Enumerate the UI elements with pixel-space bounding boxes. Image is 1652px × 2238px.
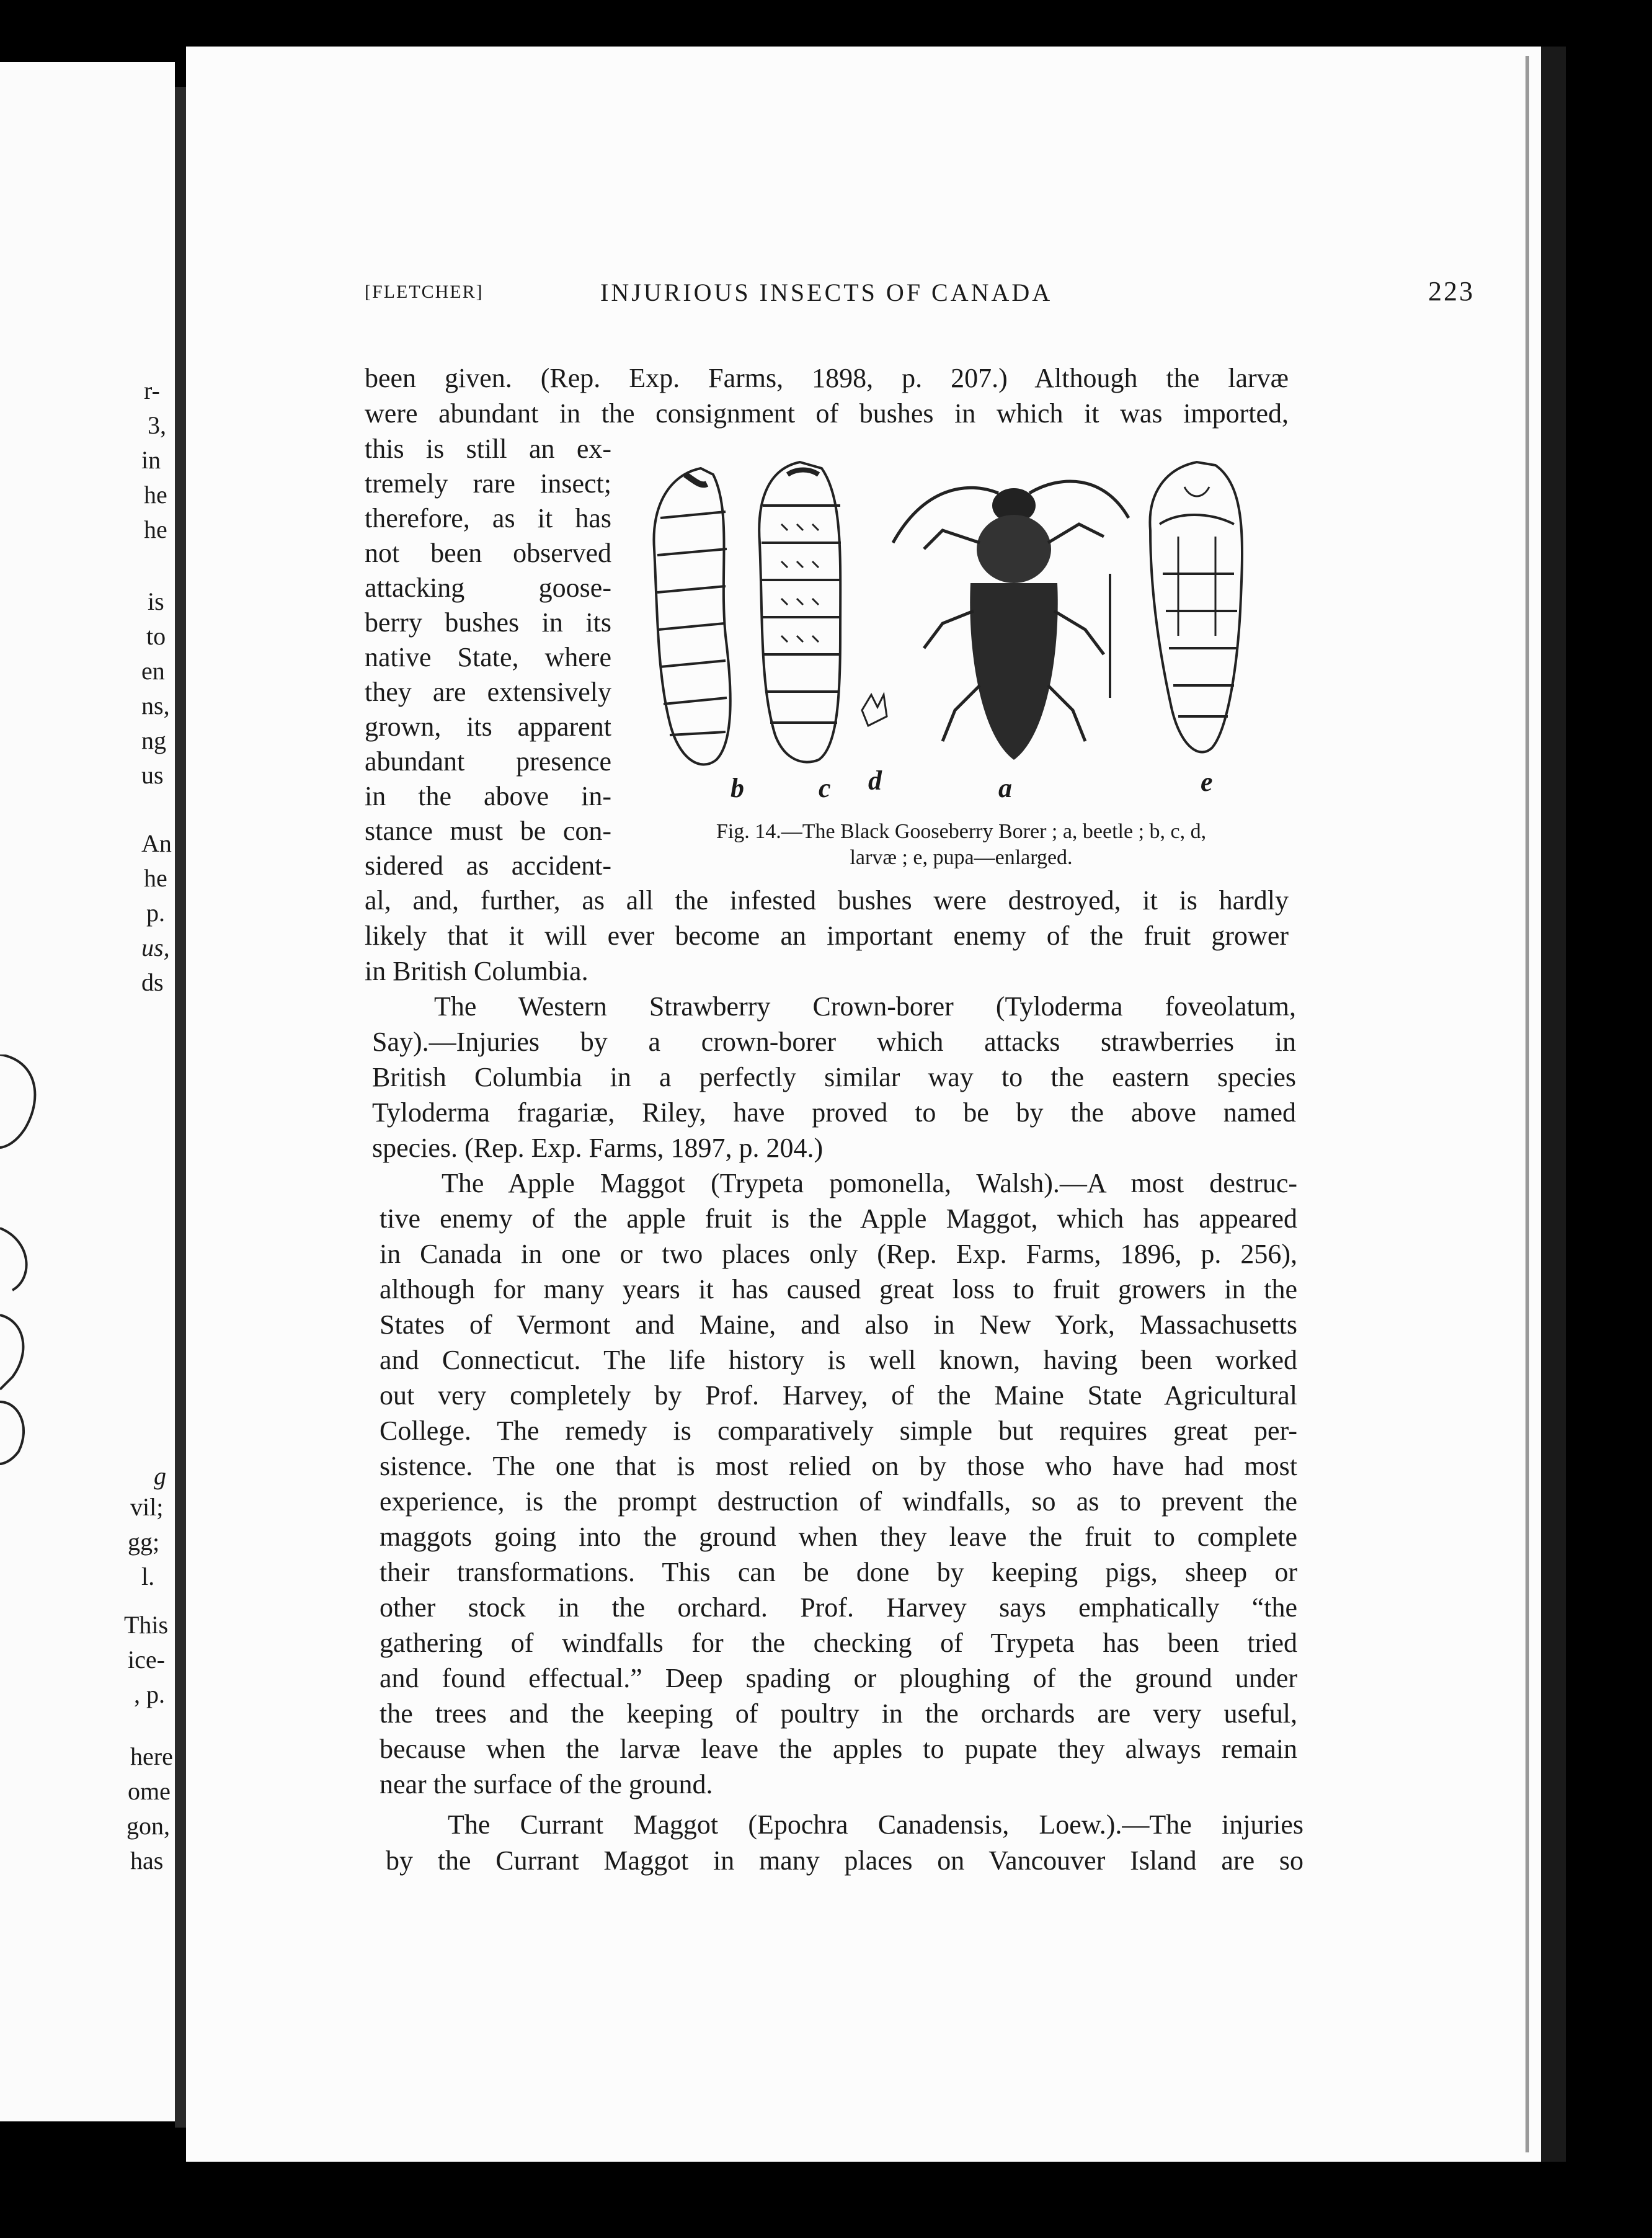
text-line: in Canada in one or two places only (Rep. Exp. Farms, 1896, p. 256), [380, 1239, 1297, 1269]
left-fragment: ds [141, 968, 164, 996]
text-line: Say).—Injuries by a crown-borer which attacks strawberries in [372, 1027, 1296, 1057]
beetle-a-drawing [893, 481, 1129, 760]
text-line: attacking goose- [365, 573, 611, 603]
left-fragment: en [141, 657, 165, 685]
text-line: stance must be con- [365, 816, 611, 846]
left-fragment: 3, [148, 411, 166, 439]
text-line: although for many years it has caused great loss to fruit growers in the [380, 1274, 1297, 1304]
text-line: British Columbia in a perfectly similar way to the eastern species [372, 1062, 1296, 1092]
figure-letter-e: e [1201, 767, 1213, 797]
left-fragment: is [148, 587, 164, 615]
left-fragment: l. [141, 1563, 155, 1590]
text-line: were abundant in the consignment of bushes in which it was imported, [365, 398, 1289, 429]
text-line: this is still an ex- [365, 434, 611, 464]
text-line: Tyloderma fragariæ, Riley, have proved to be by the above named [372, 1097, 1296, 1128]
left-fragment: r- [144, 377, 160, 404]
page-edge [1525, 56, 1529, 2152]
left-fragment: he [144, 864, 167, 892]
text-line: been given. (Rep. Exp. Farms, 1898, p. 207.) Although the larvæ [365, 363, 1289, 393]
text-line: The Western Strawberry Crown-borer (Tyloderma foveolatum, [434, 991, 1296, 1022]
text-line: by the Currant Maggot in many places on Vancouver Island are so [386, 1845, 1303, 1876]
left-fragment: to [146, 622, 166, 650]
text-line: College. The remedy is comparatively simple but requires great per- [380, 1415, 1297, 1446]
text-line: in British Columbia. [365, 956, 588, 986]
left-fragment: This [124, 1611, 169, 1639]
page-number: 223 [1428, 276, 1475, 306]
text-line: al, and, further, as all the infested bushes were destroyed, it is hardly [365, 885, 1289, 916]
larva-c-drawing [759, 462, 841, 762]
left-fragment: , p. [134, 1680, 165, 1708]
header-title: INJURIOUS INSECTS OF CANADA [600, 279, 1053, 306]
text-line: near the surface of the ground. [380, 1769, 713, 1799]
text-line: berry bushes in its [365, 607, 611, 638]
text-line: The Apple Maggot (Trypeta pomonella, Walsh).—A most destruc- [442, 1168, 1297, 1198]
text-line: because when the larvæ leave the apples to pupate they always remain [380, 1734, 1297, 1764]
text-line: sidered as accident- [365, 850, 611, 881]
figure-letter-d: d [868, 765, 882, 796]
left-fragment: An [141, 829, 172, 857]
text-line: they are extensively [365, 677, 611, 707]
figure-letter-c: c [819, 773, 831, 803]
left-fragment: gg; [128, 1528, 160, 1556]
text-line: maggots going into the ground when they leave the fruit to complete [380, 1522, 1297, 1552]
left-fragment: has [130, 1847, 164, 1875]
running-header [365, 273, 1475, 310]
header-author: [FLETCHER] [365, 282, 484, 302]
figure-letter-b: b [731, 773, 744, 803]
text-line: and found effectual.” Deep spading or ploughing of the ground under [380, 1663, 1297, 1693]
left-page-fragment [0, 62, 175, 2121]
left-fragment: here [130, 1742, 173, 1770]
left-fragment: us, [141, 934, 170, 961]
figure-letter-a: a [998, 773, 1012, 803]
figure-caption-line-2: larvæ ; e, pupa—enlarged. [850, 846, 1073, 869]
text-line: therefore, as it has [365, 503, 611, 533]
text-line: experience, is the prompt destruction of windfalls, so as to prevent the [380, 1486, 1297, 1517]
text-line: native State, where [365, 642, 611, 672]
text-line: sistence. The one that is most relied on by those who have had most [380, 1451, 1297, 1481]
left-fragment: he [144, 515, 167, 543]
figure-illustration [633, 450, 1296, 809]
left-fragment: us [141, 761, 164, 789]
text-line: not been observed [365, 538, 611, 568]
text-line: grown, its apparent [365, 711, 611, 742]
text-line: The Currant Maggot (Epochra Canadensis, Loew.).—The injuries [448, 1809, 1303, 1840]
left-fragment: gon, [127, 1812, 170, 1840]
book-spine [175, 87, 186, 2128]
left-fragment: g [154, 1462, 166, 1490]
text-line: tive enemy of the apple fruit is the Apple Maggot, which has appeared [380, 1203, 1297, 1234]
larva-d-drawing [862, 695, 887, 726]
text-line: gathering of windfalls for the checking of Trypeta has been tried [380, 1628, 1297, 1658]
text-line: out very completely by Prof. Harvey, of the Maine State Agricultural [380, 1380, 1297, 1411]
text-line: tremely rare insect; [365, 468, 611, 499]
left-fragment: in [141, 446, 161, 474]
text-line: in the above in- [365, 781, 611, 811]
left-fragment: ng [141, 726, 166, 754]
pupa-e-drawing [1150, 462, 1242, 752]
left-fragment: vil; [130, 1493, 164, 1521]
text-line: and Connecticut. The life history is well known, having been worked [380, 1345, 1297, 1375]
page-shadow [1541, 47, 1566, 2162]
figure-caption-line-1: Fig. 14.—The Black Gooseberry Borer ; a, beetle ; b, c, d, [716, 820, 1207, 843]
text-line: species. (Rep. Exp. Farms, 1897, p. 204.) [372, 1133, 824, 1163]
text-line: their transformations. This can be done by keeping pigs, sheep or [380, 1557, 1297, 1587]
text-line: States of Vermont and Maine, and also in New York, Massachusetts [380, 1309, 1297, 1340]
larva-b-drawing [654, 468, 730, 765]
left-page-illustration [0, 1054, 175, 1489]
left-fragment: he [144, 481, 167, 509]
left-fragment: ome [128, 1777, 171, 1805]
figure-black-gooseberry-borer [633, 450, 1296, 809]
text-line: abundant presence [365, 746, 611, 777]
left-fragment: ns, [141, 692, 170, 720]
left-fragment: ice- [128, 1646, 165, 1674]
left-fragment: p. [146, 899, 165, 927]
text-line: the trees and the keeping of poultry in the orchards are very useful, [380, 1698, 1297, 1729]
text-line: likely that it will ever become an important enemy of the fruit grower [365, 921, 1289, 951]
text-line: other stock in the orchard. Prof. Harvey says emphatically “the [380, 1592, 1297, 1623]
